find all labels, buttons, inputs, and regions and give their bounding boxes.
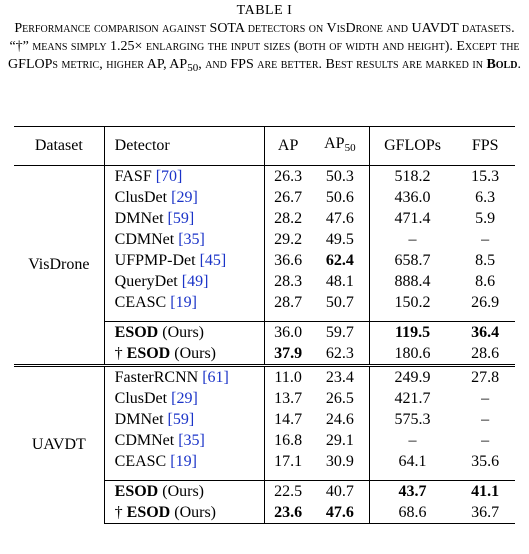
detector-name: ClusDet [29] — [104, 388, 265, 409]
ap-value: 23.6 — [265, 502, 311, 524]
ap-value: 11.0 — [265, 366, 311, 389]
gflops-value: – — [408, 230, 417, 248]
ap-value: 36.0 — [265, 322, 311, 344]
results-table — [14, 126, 515, 524]
gflops-value: 518.2 — [369, 166, 455, 188]
gflops-value: 64.1 — [398, 452, 427, 470]
header-fps: FPS — [455, 127, 515, 166]
ap-value: 28.2 — [274, 209, 303, 227]
gflops-value: 43.7 — [369, 481, 455, 503]
dataset-label: UAVDT — [14, 366, 104, 524]
ap-value: 14.7 — [274, 410, 303, 428]
citation-link[interactable]: [29] — [171, 389, 198, 407]
fps-value: 6.3 — [475, 188, 496, 206]
header-row — [14, 127, 515, 166]
ap50-value: 62.3 — [311, 343, 369, 366]
detector-name: FASF [70] — [104, 166, 265, 188]
citation-link[interactable]: [70] — [155, 167, 183, 185]
ap50-value: 50.3 — [311, 166, 369, 188]
ap50-value: 48.1 — [311, 271, 369, 292]
gflops-value: 180.6 — [394, 344, 431, 362]
ap50-value: 40.7 — [311, 481, 369, 503]
gflops-value: 575.3 — [394, 410, 431, 428]
ap-value: 26.7 — [274, 188, 303, 206]
detector-name-ours: † ESOD (Ours) — [104, 343, 265, 366]
gflops-value: 658.7 — [394, 251, 431, 269]
citation-link[interactable]: [59] — [167, 209, 195, 227]
ap50-value: 59.7 — [311, 322, 369, 344]
ap50-value: 24.6 — [311, 409, 369, 430]
citation-link[interactable]: [35] — [178, 431, 205, 449]
citation-link[interactable]: [49] — [181, 272, 209, 290]
gflops-value: 471.4 — [394, 209, 431, 227]
detector-name: UFPMP-Det [45] — [104, 250, 265, 271]
ap-value: 17.1 — [274, 452, 303, 470]
citation-link[interactable]: [19] — [170, 452, 197, 470]
detector-name: QueryDet [49] — [104, 271, 265, 292]
fps-value: – — [481, 389, 490, 407]
ap50-value: 50.7 — [311, 292, 369, 313]
fps-value: 27.8 — [455, 366, 515, 389]
gflops-value: – — [408, 431, 417, 449]
gflops-value: 150.2 — [394, 293, 431, 311]
gflops-value: 421.7 — [394, 389, 431, 407]
header-dataset: Dataset — [14, 127, 104, 166]
fps-value: 8.5 — [475, 251, 496, 269]
gflops-value: 119.5 — [369, 322, 455, 344]
fps-value: 36.7 — [455, 502, 515, 524]
fps-value: 26.9 — [471, 293, 500, 311]
ap-value: 22.5 — [265, 481, 311, 503]
detector-name: ClusDet [29] — [104, 187, 265, 208]
citation-link[interactable]: [19] — [170, 293, 197, 311]
detector-name: DMNet [59] — [104, 409, 265, 430]
detector-name-ours: † ESOD (Ours) — [104, 502, 265, 524]
detector-name: FasterRCNN [61] — [104, 366, 265, 389]
header-detector: Detector — [104, 127, 265, 166]
ap-value: 37.9 — [274, 344, 303, 362]
detector-name-ours: ESOD (Ours) — [104, 322, 265, 344]
gflops-value: 249.9 — [369, 366, 455, 389]
gflops-value: 68.6 — [369, 502, 455, 524]
header-ap50: $AP_{50}$ — [311, 127, 369, 166]
citation-link[interactable]: [35] — [178, 230, 205, 248]
detector-name: CDMNet [35] — [104, 430, 265, 451]
fps-value: 35.6 — [471, 452, 500, 470]
caption-text: Performance comparison against SOTA detectors on VisDrone and UAVDT datasets. “†” means simply 1.25× enlarging the input sizes (both of width and height). Except the GFLOPs metric, higher AP, $AP_{50}$, and FPS are better. Best results are marked in Bold. — [8, 21, 521, 74]
fps-value: – — [481, 410, 490, 428]
detector-name: CEASC [19] — [104, 292, 265, 313]
detector-name-ours: ESOD (Ours) — [104, 481, 265, 503]
fps-value: 28.6 — [471, 344, 500, 362]
header-gflops: GFLOPs — [369, 127, 455, 166]
ap50-value: 49.5 — [311, 229, 369, 250]
detector-name: CEASC [19] — [104, 451, 265, 472]
detector-name: DMNet [59] — [104, 208, 265, 229]
ap-value: 16.8 — [274, 431, 303, 449]
fps-value: 36.4 — [455, 322, 515, 344]
dataset-label: VisDrone — [14, 166, 104, 366]
ap50-value: 47.6 — [311, 502, 369, 524]
header-ap: AP — [265, 127, 311, 166]
fps-value: 41.1 — [455, 481, 515, 503]
fps-value: 8.6 — [475, 272, 496, 290]
ap50-value: 29.1 — [311, 430, 369, 451]
ap-value: 28.3 — [274, 272, 303, 290]
ap-value: 28.7 — [274, 293, 303, 311]
ap50-value: 62.4 — [311, 250, 369, 271]
detector-name: CDMNet [35] — [104, 229, 265, 250]
ap-value: 26.3 — [265, 166, 311, 188]
fps-value: – — [481, 230, 490, 248]
table-caption — [6, 2, 523, 77]
citation-link[interactable]: [29] — [171, 188, 198, 206]
ap-value: 13.7 — [274, 389, 303, 407]
fps-value: – — [481, 431, 490, 449]
ap50-value: 26.5 — [311, 388, 369, 409]
table-label: TABLE I — [236, 3, 293, 18]
ap50-value: 47.6 — [311, 208, 369, 229]
citation-link[interactable]: [45] — [199, 251, 227, 269]
fps-value: 15.3 — [455, 166, 515, 188]
ap-value: 29.2 — [274, 230, 303, 248]
ap50-value: 50.6 — [311, 187, 369, 208]
ap-value: 36.6 — [274, 251, 303, 269]
gflops-value: 436.0 — [394, 188, 431, 206]
table-row — [14, 366, 515, 389]
citation-link[interactable]: [61] — [202, 368, 229, 386]
ap50-value: 30.9 — [311, 451, 369, 472]
table-row — [14, 166, 515, 188]
table-body — [14, 166, 515, 524]
citation-link[interactable]: [59] — [167, 410, 195, 428]
fps-value: 5.9 — [475, 209, 496, 227]
gflops-value: 888.4 — [394, 272, 431, 290]
ap50-value: 23.4 — [311, 366, 369, 389]
